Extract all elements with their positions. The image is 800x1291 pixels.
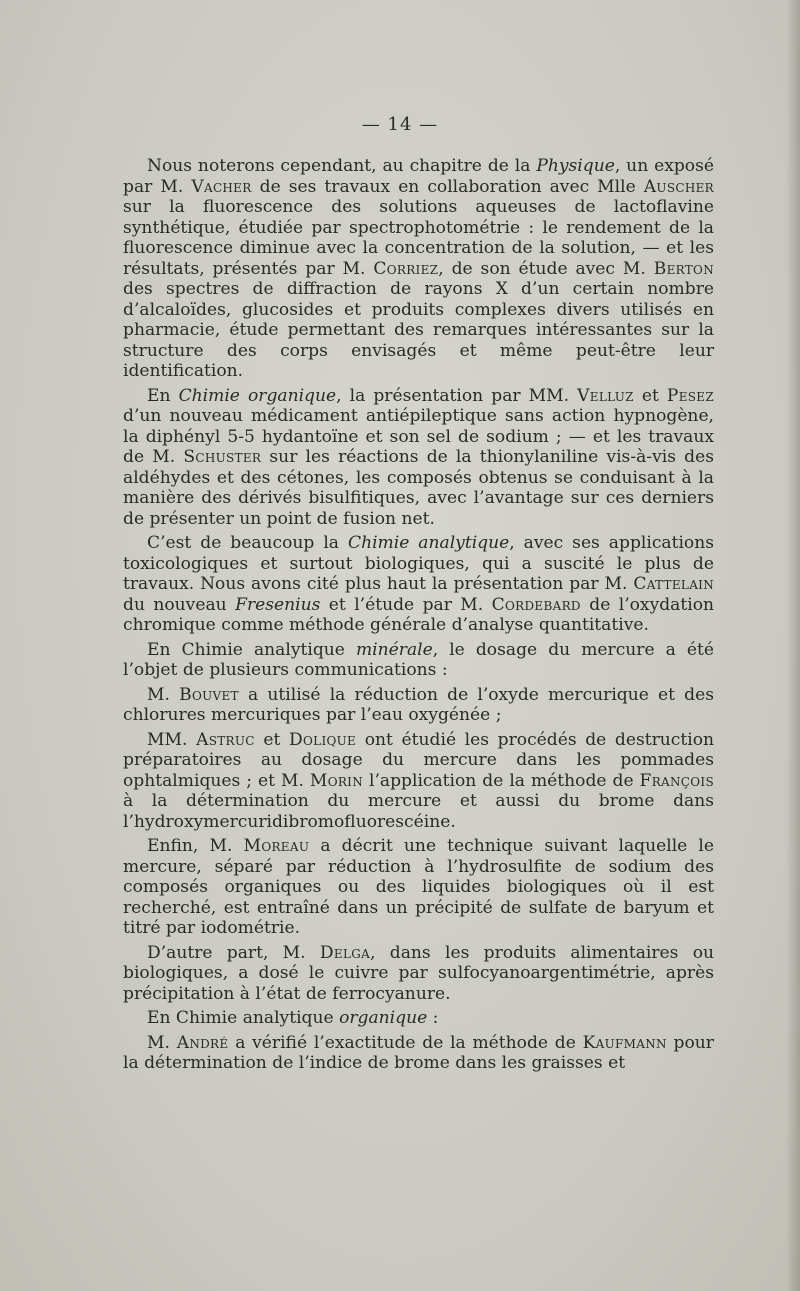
paragraph-andre: M. André a vérifié l’exactitude de la méthode de Kaufmann pour la détermination de l’indice de brome dans les graisses et	[123, 1032, 714, 1073]
paragraph-physique: Nous noterons cependant, au chapitre de la Physique, un exposé par M. Vacher de ses travaux en collaboration avec Mlle Auscher sur la fluorescence des solutions aqueuses de lactoflavine synthétique, étudiée par spectrophotométrie : le rendement de la fluorescence diminue avec la concentration de la solution, — et les résultats, présentés par M. Corriez, de son étude avec M. Berton des spectres de diffraction de rayons X d’un certain nombre d’alcaloïdes, glucosides et produits complexes divers utilisés en pharmacie, étude permettant des remarques intéressantes sur la structure des corps envisagés et même peut-être leur identification.	[123, 156, 715, 381]
paragraph-chimie-analytique: C’est de beaucoup la Chimie analytique, avec ses applications toxicologiques et surtout biologiques, qui a suscité le plus de travaux. Nous avons cité plus haut la présentation par M. Cattelain du nouveau Fresenius et l’étude par M. Cordebard de l’oxydation chromique comme méthode générale d’analyse quantitative.	[123, 533, 714, 635]
paragraph-bouvet: M. Bouvet a utilisé la réduction de l’oxyde mercurique et des chlorures mercuriques par l’eau oxygénée ;	[123, 684, 715, 725]
paragraph-organique: En Chimie analytique organique :	[147, 1008, 439, 1028]
body-text	[123, 156, 714, 1078]
paragraph-chimie-organique: En Chimie organique, la présentation par MM. Velluz et Pesez d’un nouveau médicament antiépileptique sans action hypnogène, la diphényl 5-5 hydantoïne et son sel de sodium ; — et les travaux de M. Schuster sur les réactions de la thionylaniline vis-à-vis des aldéhydes et des cétones, les composés obtenus se conduisant à la manière des dérivés bisulfitiques, avec l’avantage sur ces derniers de présenter un point de fusion net.	[123, 385, 715, 529]
paragraph-delga: D’autre part, M. Delga, dans les produits alimentaires ou biologiques, a dosé le cuivre par sulfocyanoargentimétrie, après précipitation à l’état de ferrocyanure.	[123, 942, 714, 1004]
paragraph-moreau: Enfin, M. Moreau a décrit une technique suivant laquelle le mercure, séparé par réduction à l’hydrosulfite de sodium des composés organiques ou des liquides biologiques où il est recherché, est entraîné dans un précipité de sulfate de baryum et titré par iodométrie.	[123, 836, 714, 938]
page-number: — 14 —	[361, 114, 439, 135]
paragraph-minerale: En Chimie analytique minérale, le dosage du mercure a été l’objet de plusieurs communications :	[123, 639, 715, 680]
paragraph-astruc-dolique: MM. Astruc et Dolique ont étudié les procédés de destruction préparatoires au dosage du mercure dans les pommades ophtalmiques ; et M. Morin l’application de la méthode de François à la détermination du mercure et aussi du brome dans l’hydroxymercuridibromofluorescéine.	[123, 729, 714, 832]
